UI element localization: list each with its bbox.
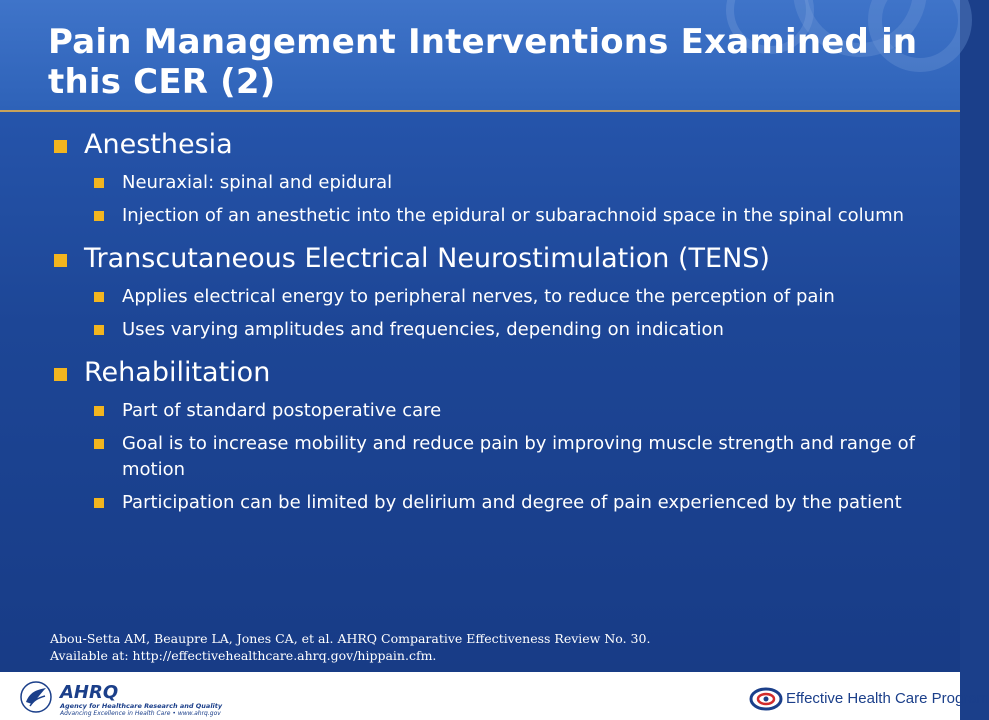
bullet-list bbox=[54, 128, 934, 523]
bullet-square-icon bbox=[94, 211, 104, 221]
bullet-square-icon bbox=[94, 325, 104, 335]
program-name: Effective Health Care Program bbox=[786, 690, 989, 707]
sub-bullet: Part of standard postoperative care bbox=[54, 398, 922, 424]
bullet-square-icon bbox=[94, 178, 104, 188]
bullet-heading-rehabilitation: Rehabilitation bbox=[54, 356, 934, 390]
citation-url: Available at: http://effectivehealthcare.ahrq.gov/hippain.cfm. bbox=[50, 648, 437, 663]
title-band bbox=[0, 0, 960, 112]
sub-bullet: Goal is to increase mobility and reduce pain by improving muscle strength and range of motion bbox=[54, 431, 922, 483]
ahrq-mark: AHRQ bbox=[60, 682, 119, 703]
ahrq-tagline: Advancing Excellence in Health Care • www.ahrq.gov bbox=[60, 710, 221, 717]
citation-line: Abou-Setta AM, Beaupre LA, Jones CA, et al. AHRQ Comparative Effectiveness Review No. 30. bbox=[50, 631, 651, 646]
bullet-square-icon bbox=[54, 368, 67, 381]
ahrq-logo bbox=[60, 684, 230, 716]
bullet-square-icon bbox=[94, 292, 104, 302]
ehc-swirl-icon bbox=[748, 683, 784, 715]
bullet-heading-tens: Transcutaneous Electrical Neurostimulation (TENS) bbox=[54, 242, 934, 276]
bullet-square-icon bbox=[94, 406, 104, 416]
sub-bullet: Injection of an anesthetic into the epidural or subarachnoid space in the spinal column bbox=[54, 203, 922, 229]
bullet-square-icon bbox=[94, 498, 104, 508]
bullet-square-icon bbox=[54, 254, 67, 267]
sub-bullet: Participation can be limited by delirium and degree of pain experienced by the patient bbox=[54, 490, 922, 516]
ahrq-name: Agency for Healthcare Research and Quality bbox=[60, 702, 223, 710]
bullet-square-icon bbox=[94, 439, 104, 449]
hhs-eagle-logo-icon bbox=[18, 680, 54, 714]
sub-bullet: Applies electrical energy to peripheral nerves, to reduce the perception of pain bbox=[54, 284, 922, 310]
slide-title: Pain Management Interventions Examined in this CER (2) bbox=[48, 22, 918, 102]
citation bbox=[50, 630, 910, 664]
bullet-heading-anesthesia: Anesthesia bbox=[54, 128, 934, 162]
effective-health-care-logo bbox=[748, 683, 989, 715]
sub-bullet: Neuraxial: spinal and epidural bbox=[54, 170, 922, 196]
bullet-square-icon bbox=[54, 140, 67, 153]
sub-bullet: Uses varying amplitudes and frequencies, depending on indication bbox=[54, 317, 922, 343]
